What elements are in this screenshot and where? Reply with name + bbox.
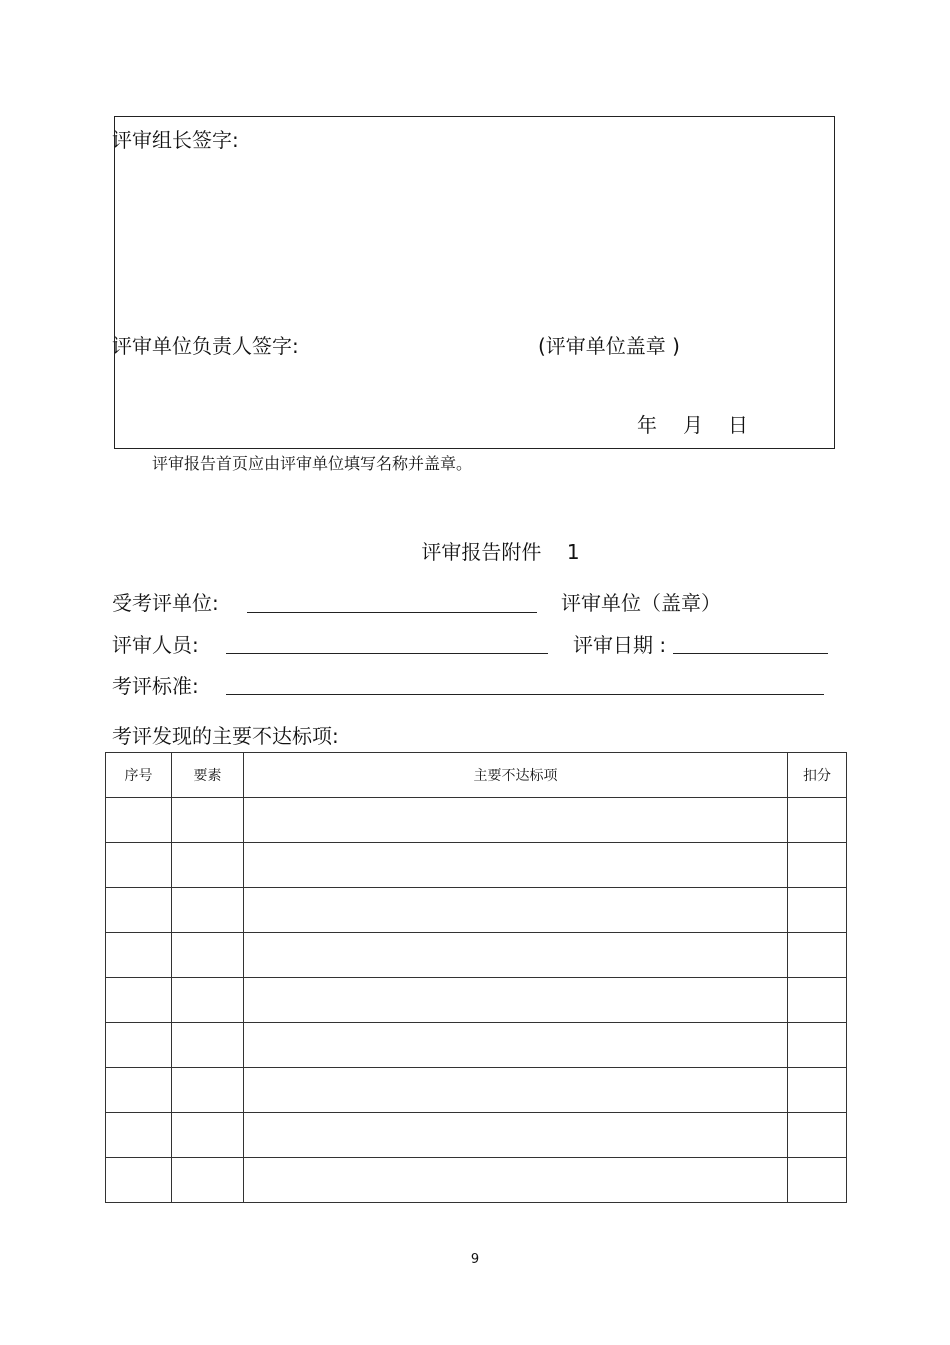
table-row <box>106 978 847 1023</box>
reviewer-seal-label: 评审单位（盖章） <box>561 591 721 615</box>
table-row <box>106 933 847 978</box>
table-cell <box>106 1023 172 1068</box>
table-cell <box>788 888 847 933</box>
table-cell <box>244 1158 788 1203</box>
table-cell <box>788 1158 847 1203</box>
table-cell <box>172 1068 244 1113</box>
table-cell <box>106 978 172 1023</box>
table-row <box>106 843 847 888</box>
staff-field-line <box>226 653 548 654</box>
table-row <box>106 798 847 843</box>
seal-label: (评审单位盖章 ) <box>538 334 680 358</box>
header-index: 序号 <box>106 753 172 798</box>
table-cell <box>244 798 788 843</box>
table-cell <box>106 1158 172 1203</box>
header-deduction: 扣分 <box>788 753 847 798</box>
table-cell <box>244 978 788 1023</box>
findings-label: 考评发现的主要不达标项: <box>112 724 339 748</box>
signature-box <box>114 116 835 449</box>
table-row <box>106 1023 847 1068</box>
review-date-field-line <box>673 653 828 654</box>
table-cell <box>106 1068 172 1113</box>
header-main-item: 主要不达标项 <box>244 753 788 798</box>
table-cell <box>106 888 172 933</box>
unit-label: 受考评单位: <box>112 591 219 615</box>
header-element: 要素 <box>172 753 244 798</box>
note-text: 评审报告首页应由评审单位填写名称并盖章。 <box>152 454 473 473</box>
table-cell <box>788 933 847 978</box>
table-cell <box>788 978 847 1023</box>
table-cell <box>244 933 788 978</box>
table-row <box>106 888 847 933</box>
table-row <box>106 1068 847 1113</box>
table-cell <box>244 1068 788 1113</box>
table-header-row <box>106 753 847 798</box>
table-cell <box>106 933 172 978</box>
table-row <box>106 1158 847 1203</box>
findings-table <box>105 752 847 1203</box>
table-cell <box>172 933 244 978</box>
appendix-title: 评审报告附件 1 <box>421 540 580 564</box>
standard-label: 考评标准: <box>112 674 199 698</box>
table-cell <box>244 1113 788 1158</box>
table-cell <box>244 888 788 933</box>
leader-signature-label: 评审组长签字: <box>112 128 239 152</box>
staff-label: 评审人员: <box>112 633 199 657</box>
table-cell <box>106 843 172 888</box>
unit-field-line <box>247 612 537 613</box>
table-row <box>106 1113 847 1158</box>
date-day: 日 <box>728 413 748 437</box>
review-date-label: 评审日期 : <box>573 633 667 657</box>
table-cell <box>172 843 244 888</box>
date-month: 月 <box>683 413 703 437</box>
date-year: 年 <box>637 413 657 437</box>
table-cell <box>244 843 788 888</box>
table-cell <box>106 1113 172 1158</box>
table-cell <box>106 798 172 843</box>
table-cell <box>788 1023 847 1068</box>
table-cell <box>172 978 244 1023</box>
table-cell <box>172 1023 244 1068</box>
table-cell <box>172 1158 244 1203</box>
table-cell <box>244 1023 788 1068</box>
standard-field-line <box>226 694 824 695</box>
head-signature-label: 评审单位负责人签字: <box>112 334 299 358</box>
table-cell <box>788 1068 847 1113</box>
table-cell <box>788 798 847 843</box>
table-cell <box>172 1113 244 1158</box>
table-cell <box>788 843 847 888</box>
table-cell <box>172 798 244 843</box>
table-cell <box>172 888 244 933</box>
table-cell <box>788 1113 847 1158</box>
page-number: 9 <box>470 1252 480 1267</box>
